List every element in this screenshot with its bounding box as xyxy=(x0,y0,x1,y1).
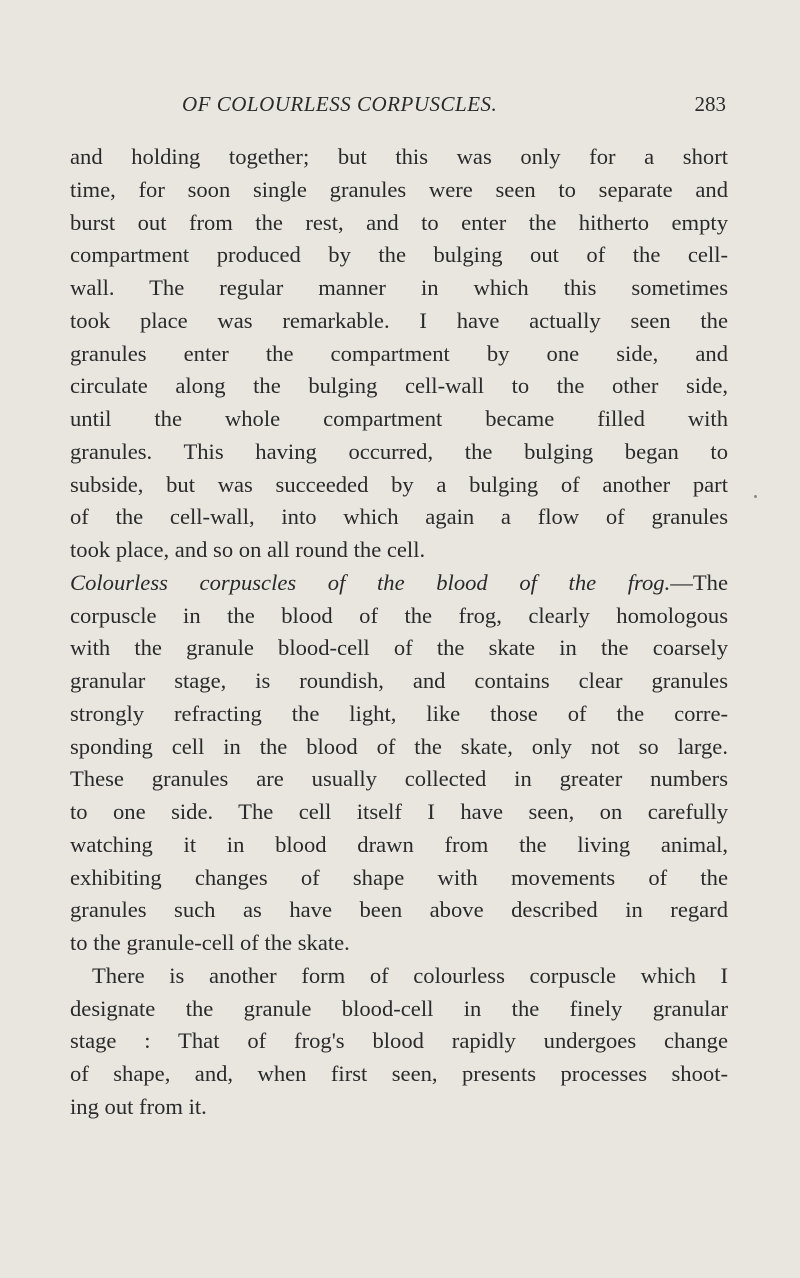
text-line: took place was remarkable. I have actually seen the xyxy=(70,307,728,333)
text-line: exhibiting changes of shape with movements of the xyxy=(70,864,728,890)
text-line: granules. This having occurred, the bulging began to xyxy=(70,438,728,464)
section-heading: Colourless corpuscles of the blood of the frog. xyxy=(70,569,671,595)
paragraph-lead-line xyxy=(70,567,728,600)
text-line: granules enter the compartment by one side, and xyxy=(70,340,728,366)
text-line: watching it in blood drawn from the living animal, xyxy=(70,831,728,857)
text-line: granular stage, is roundish, and contains clear granules xyxy=(70,668,728,693)
text-line: compartment produced by the bulging out of the cell- xyxy=(70,242,728,268)
text-line: circulate along the bulging cell-wall to the other side, xyxy=(70,373,728,399)
paragraph-2 xyxy=(70,567,728,960)
heading-dash: —The xyxy=(670,569,728,595)
text-line: with the granule blood-cell of the skate in the coarsely xyxy=(70,635,728,661)
body-text xyxy=(70,141,728,1124)
text-line: strongly refracting the light, like those of the corre- xyxy=(70,700,728,726)
text-line: wall. The regular manner in which this sometimes xyxy=(70,275,728,300)
text-line: designate the granule blood-cell in the finely granular xyxy=(70,995,728,1021)
paragraph-1 xyxy=(70,141,728,567)
text-line: ing out from it. xyxy=(70,1093,207,1119)
running-head xyxy=(0,92,800,122)
text-line: granules such as have been above described in regard xyxy=(70,897,728,923)
text-line: sponding cell in the blood of the skate, only not so large. xyxy=(70,733,728,759)
text-line: corpuscle in the blood of the frog, clearly homologous xyxy=(70,602,728,628)
text-line: These granules are usually collected in greater numbers xyxy=(70,766,728,792)
text-line: time, for soon single granules were seen to separate and xyxy=(70,176,728,202)
text-line: burst out from the rest, and to enter the hitherto empty xyxy=(70,209,728,235)
text-line: stage : That of frog's blood rapidly undergoes change xyxy=(70,1028,728,1054)
text-line: to the granule-cell of the skate. xyxy=(70,930,350,955)
running-head-title: OF COLOURLESS CORPUSCLES. xyxy=(182,92,498,116)
text-line: to one side. The cell itself I have seen, on carefully xyxy=(70,799,728,824)
text-line: of shape, and, when first seen, presents processes shoot- xyxy=(70,1061,728,1086)
text-line: and holding together; but this was only for a short xyxy=(70,144,728,169)
text-line: until the whole compartment became filled with xyxy=(70,406,728,431)
text-line: of the cell-wall, into which again a flow of granules xyxy=(70,504,728,530)
paragraph-3 xyxy=(70,960,728,1124)
text-line: There is another form of colourless corpuscle which I xyxy=(92,962,728,988)
page-number: 283 xyxy=(694,92,726,116)
margin-speck xyxy=(754,495,757,498)
text-line: took place, and so on all round the cell. xyxy=(70,537,426,562)
text-line: subside, but was succeeded by a bulging of another part xyxy=(70,471,728,497)
